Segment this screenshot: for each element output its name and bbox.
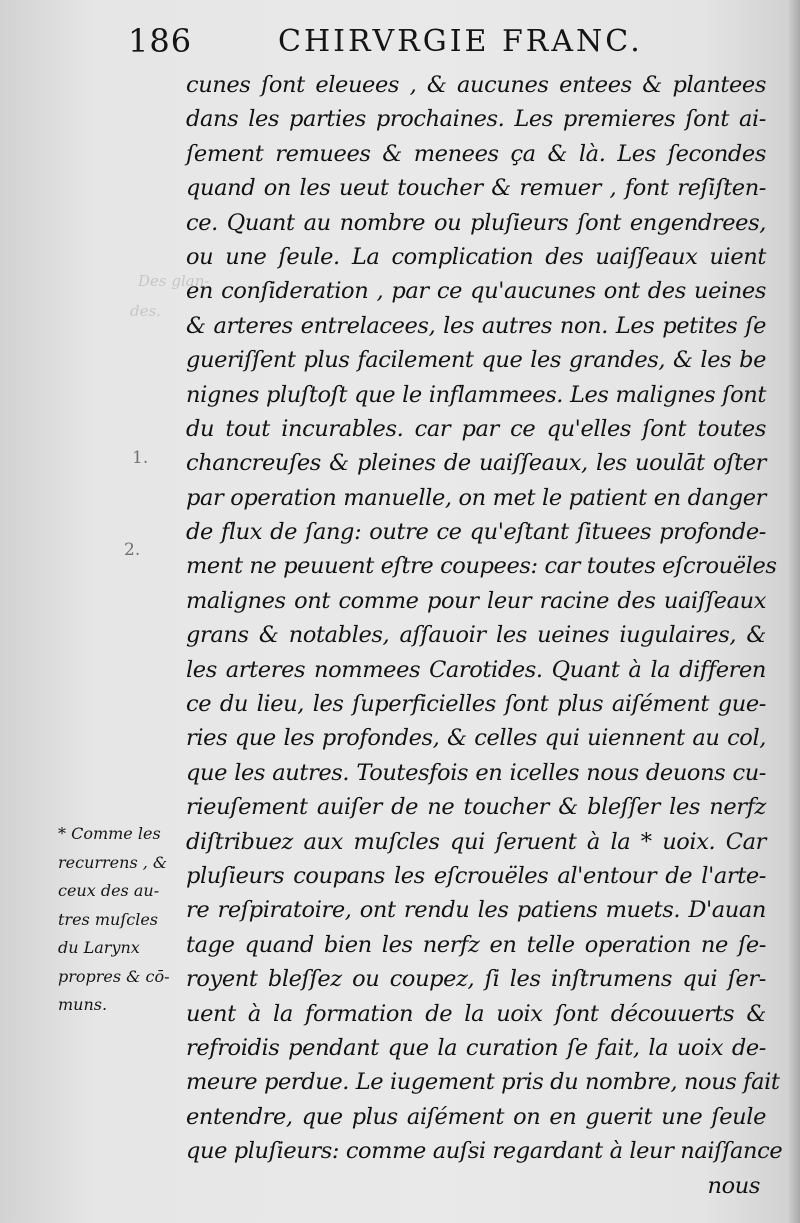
main-text-block xyxy=(186,68,783,1203)
text-line: quand on les ueut toucher & remuer , font reſiſten- xyxy=(186,175,766,202)
text-line: gueriſſent plus facilement que les grandes, & les be xyxy=(186,347,766,374)
text-line: meure perdue. Le iugement pris du nombre, nous fait xyxy=(186,1069,780,1096)
text-line: que pluſieurs: comme auſsi regardant à leur naiſſance xyxy=(186,1138,783,1165)
text-line: malignes ont comme pour leur racine des uaiſſeaux xyxy=(186,587,766,614)
text-line: rieuſement auiſer de ne toucher & bleſſer les nerfz xyxy=(186,794,766,821)
margin-note-line: muns. xyxy=(58,995,108,1014)
catchword: nous xyxy=(707,1172,760,1199)
text-line: que les autres. Toutesfois en icelles nous deuons cu- xyxy=(186,759,766,786)
text-line: ce du lieu, les ſuperficielles ſont plus aiſément gue- xyxy=(186,691,766,718)
text-line: dans les parties prochaines. Les premieres ſont ai- xyxy=(186,106,766,133)
margin-note-line: ceux des au- xyxy=(58,881,160,900)
bleed-through-text: des. xyxy=(130,302,161,320)
text-line: ſement remuees & menees ça & là. Les ſecondes xyxy=(186,140,766,167)
binding-gutter xyxy=(786,0,800,1223)
text-line: diſtribuez aux muſcles qui ſeruent à la * uoix. Car xyxy=(186,828,766,855)
text-line: ries que les profondes, & celles qui uiennent au col, xyxy=(186,725,766,752)
margin-note-line: propres & cō- xyxy=(58,966,170,986)
margin-note-line: recurrens , & xyxy=(58,852,168,872)
text-line: royent bleſſez ou coupez, ſi les inſtrumens qui ſer- xyxy=(186,966,766,993)
text-line: & arteres entrelacees, les autres non. Les petites ſe xyxy=(186,312,766,339)
page-number: 186 xyxy=(128,22,193,60)
text-line: en conſideration , par ce qu'aucunes ont des ueines xyxy=(186,278,766,305)
text-line: tage quand bien les nerfz en telle operation ne ſe- xyxy=(186,931,766,958)
text-line: nignes pluſtoſt que le inflammees. Les malignes ſont xyxy=(186,381,766,408)
margin-note-line: * Comme les xyxy=(58,824,161,843)
margin-note-line: du Larynx xyxy=(58,938,140,957)
text-line: du tout incurables. car par ce qu'elles ſont toutes xyxy=(186,415,766,442)
text-line: cunes ſont eleuees , & aucunes entees & plantees xyxy=(186,72,766,98)
text-line: uent à la formation de la uoix ſont découuerts & xyxy=(186,1000,766,1027)
bleed-through-text: Des glan- xyxy=(138,272,210,290)
text-line: entendre, que plus aiſément on en guerit une ſeule xyxy=(186,1103,766,1130)
text-line: les arteres nommees Carotides. Quant à la differen xyxy=(186,656,766,683)
running-head: CHIRVRGIE FRANC. xyxy=(278,24,643,59)
margin-numeral: 1. xyxy=(132,448,149,468)
text-line: par operation manuelle, on met le patient en danger xyxy=(186,484,766,511)
margin-numeral: 2. xyxy=(124,540,141,560)
marginal-note xyxy=(58,820,184,1020)
text-line: de flux de ſang: outre ce qu'eſtant ſituees profonde- xyxy=(186,519,766,546)
text-line: pluſieurs coupans les eſcrouëles al'entour de l'arte- xyxy=(186,862,766,889)
text-line: chancreuſes & pleines de uaiſſeaux, les uoulāt oſter xyxy=(186,450,766,477)
text-line: ce. Quant au nombre ou pluſieurs ſont engendrees, xyxy=(186,209,766,236)
page-header xyxy=(128,18,768,62)
margin-note-line: tres muſcles xyxy=(58,909,158,929)
text-line: refroidis pendant que la curation ſe fait, la uoix de- xyxy=(186,1034,766,1061)
text-line: ment ne peuuent eſtre coupees: car toutes eſcrouëles xyxy=(186,553,777,580)
text-line: grans & notables, aſſauoir les ueines iugulaires, & xyxy=(186,622,766,649)
text-line: re reſpiratoire, ont rendu les patiens muets. D'auan xyxy=(186,897,766,924)
text-line: ou une ſeule. La complication des uaiſſeaux uient xyxy=(186,243,766,270)
